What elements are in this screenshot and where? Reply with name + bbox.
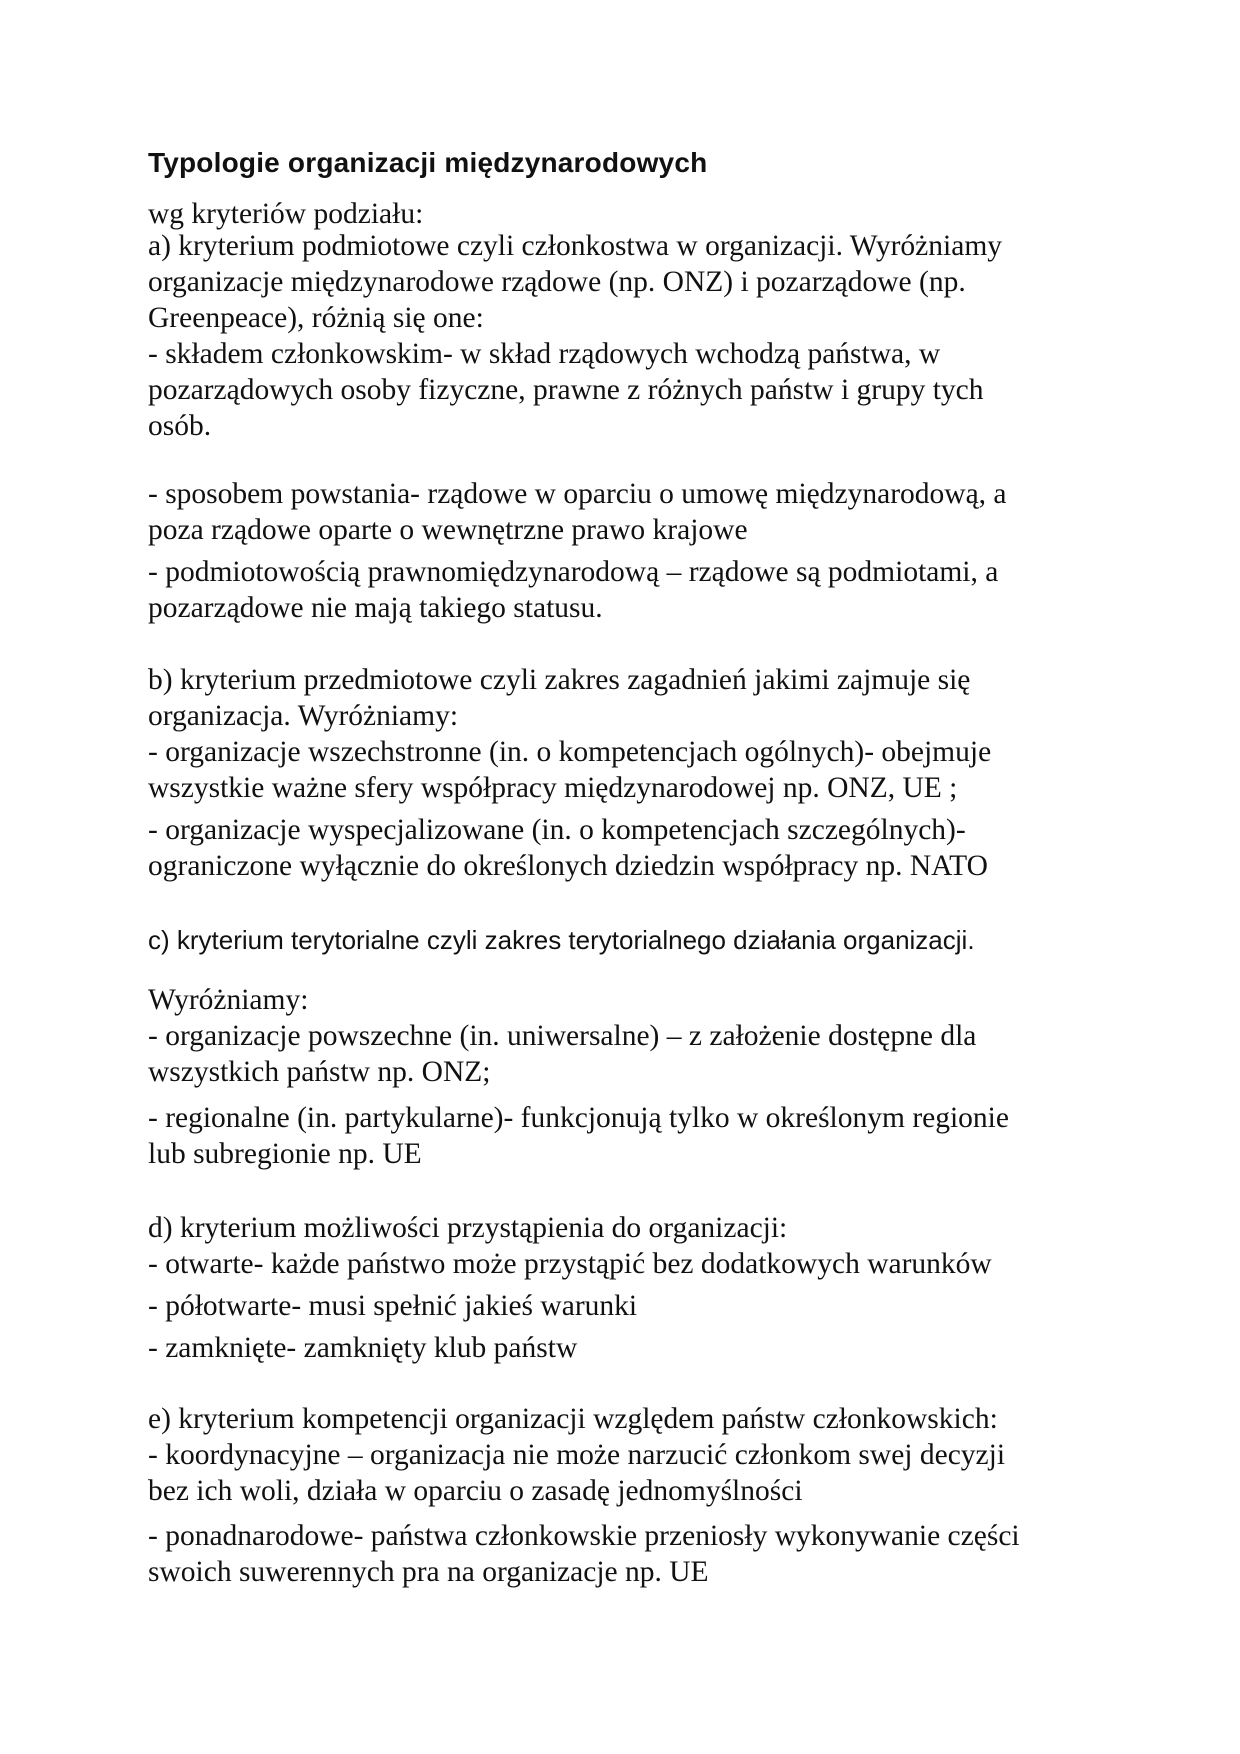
section-d-item-2 bbox=[148, 1288, 637, 1324]
text-line: b) kryterium przedmiotowe czyli zakres zagadnień jakimi zajmuje się bbox=[148, 664, 971, 696]
section-a-item-2 bbox=[148, 476, 1007, 548]
text-line: organizacja. Wyróżniamy: bbox=[148, 700, 459, 732]
text-line: wszystkich państw np. ONZ; bbox=[148, 1056, 491, 1088]
section-c bbox=[148, 982, 976, 1090]
text-line: ograniczone wyłącznie do określonych dziedzin współpracy np. NATO bbox=[148, 850, 988, 882]
intro-text bbox=[148, 196, 423, 232]
text-line: osób. bbox=[148, 410, 212, 442]
text-line: bez ich woli, działa w oparciu o zasadę jednomyślności bbox=[148, 1475, 803, 1507]
section-a-item-3 bbox=[148, 554, 998, 626]
section-e-item-2 bbox=[148, 1518, 1020, 1590]
page-title: Typologie organizacji międzynarodowych bbox=[148, 147, 708, 178]
section-b bbox=[148, 662, 991, 806]
text-line: - ponadnarodowe- państwa członkowskie przeniosły wykonywanie części bbox=[148, 1520, 1020, 1552]
text-line: wszystkie ważne sfery współpracy międzynarodowej np. ONZ, UE ; bbox=[148, 772, 958, 804]
text-line: a) kryterium podmiotowe czyli członkostwa w organizacji. Wyróżniamy bbox=[148, 230, 1003, 262]
section-d bbox=[148, 1210, 992, 1282]
text-line: - organizacje powszechne (in. uniwersalne) – z założenie dostępne dla bbox=[148, 1020, 977, 1052]
section-b-item-2 bbox=[148, 812, 988, 884]
section-c-heading: c) kryterium terytorialne czyli zakres terytorialnego działania organizacji. bbox=[148, 925, 975, 955]
text-line: - organizacje wszechstronne (in. o kompetencjach ogólnych)- obejmuje bbox=[148, 736, 992, 768]
text-line: pozarządowych osoby fizyczne, prawne z różnych państw i grupy tych bbox=[148, 374, 984, 406]
text-line: swoich suwerennych pra na organizacje np. UE bbox=[148, 1556, 709, 1588]
text-line: - zamknięte- zamknięty klub państw bbox=[148, 1332, 578, 1364]
text-line: e) kryterium kompetencji organizacji względem państw członkowskich: bbox=[148, 1403, 998, 1435]
text-line: - półotwarte- musi spełnić jakieś warunki bbox=[148, 1290, 638, 1322]
text-line: - organizacje wyspecjalizowane (in. o kompetencjach szczególnych)- bbox=[148, 814, 966, 846]
text-line: lub subregionie np. UE bbox=[148, 1138, 422, 1170]
section-a bbox=[148, 228, 1002, 444]
text-line: organizacje międzynarodowe rządowe (np. ONZ) i pozarządowe (np. bbox=[148, 266, 966, 298]
text-line: - koordynacyjne – organizacja nie może narzucić członkom swej decyzji bbox=[148, 1439, 1006, 1471]
section-c-item-2 bbox=[148, 1100, 1009, 1172]
section-e bbox=[148, 1401, 1005, 1509]
text-line: - podmiotowością prawnomiędzynarodową – rządowe są podmiotami, a bbox=[148, 556, 999, 588]
text-line: pozarządowe nie mają takiego statusu. bbox=[148, 592, 603, 624]
text-line: poza rządowe oparte o wewnętrzne prawo krajowe bbox=[148, 514, 748, 546]
text-line: Wyróżniamy: bbox=[148, 984, 309, 1016]
section-d-item-3 bbox=[148, 1330, 577, 1366]
text-line: Greenpeace), różnią się one: bbox=[148, 302, 484, 334]
text-line: - otwarte- każde państwo może przystąpić bez dodatkowych warunków bbox=[148, 1248, 992, 1280]
text-line: d) kryterium możliwości przystąpienia do organizacji: bbox=[148, 1212, 788, 1244]
intro-line: wg kryteriów podziału: bbox=[148, 198, 424, 230]
text-line: - sposobem powstania- rządowe w oparciu o umowę międzynarodową, a bbox=[148, 478, 1007, 510]
text-line: - składem członkowskim- w skład rządowych wchodzą państwa, w bbox=[148, 338, 941, 370]
text-line: - regionalne (in. partykularne)- funkcjonują tylko w określonym regionie bbox=[148, 1102, 1009, 1134]
